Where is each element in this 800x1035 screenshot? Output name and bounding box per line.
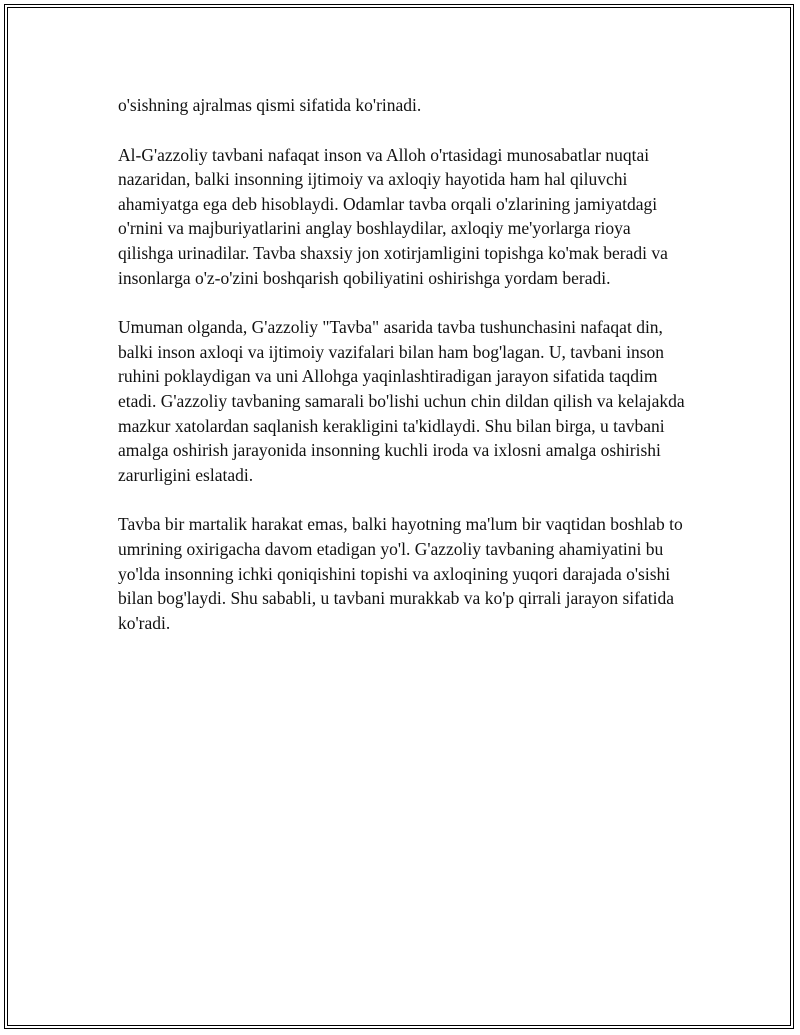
document-page bbox=[4, 4, 794, 1029]
paragraph: Al-G'azzoliy tavbani nafaqat inson va Alloh o'rtasidagi munosabatlar nuqtai nazaridan, balki insonning ijtimoiy va axloqiy hayotida ham hal qiluvchi ahamiyatga ega deb hisoblaydi. Odamlar tavba orqali o'zlarining jamiyatdagi o'rnini va majburiyatlarini anglay boshlaydilar, axloqiy me'yorlarga rioya qilishga urinadilar. Tavba shaxsiy jon xotirjamligini topishga ko'mak beradi va insonlarga o'z-o'zini boshqarish qobiliyatini oshirishga yordam beradi. bbox=[118, 144, 668, 288]
paragraph: o'sishning ajralmas qismi sifatida ko'rinadi. bbox=[118, 95, 422, 115]
paragraph: Umuman olganda, G'azzoliy "Tavba" asarida tavba tushunchasini nafaqat din, balki inson axloqi va ijtimoiy vazifalari bilan ham bog'lagan. U, tavbani inson ruhini poklaydigan va uni Allohga yaqinlashtiradigan jarayon sifatida taqdim etadi. G'azzoliy tavbaning samarali bo'lishi uchun chin dildan qilish va kelajakda mazkur xatolardan saqlanish kerakligini ta'kidlaydi. Shu bilan birga, u tavbani amalga oshirish jarayonida insonning kuchli iroda va ixlosni amalga oshirishi zarurligini eslatadi. bbox=[118, 317, 685, 485]
paragraph: Tavba bir martalik harakat emas, balki hayotning ma'lum bir vaqtidan boshlab to umrining oxirigacha davom etadigan yo'l. G'azzoliy tavbaning ahamiyatini bu yo'lda insonning ichki qoniqishini topishi va axloqining yuqori darajada o'sishi bilan bog'laydi. Shu sababli, u tavbani murakkab va ko'p qirrali jarayon sifatida ko'radi. bbox=[118, 514, 683, 633]
document-body bbox=[118, 93, 688, 660]
